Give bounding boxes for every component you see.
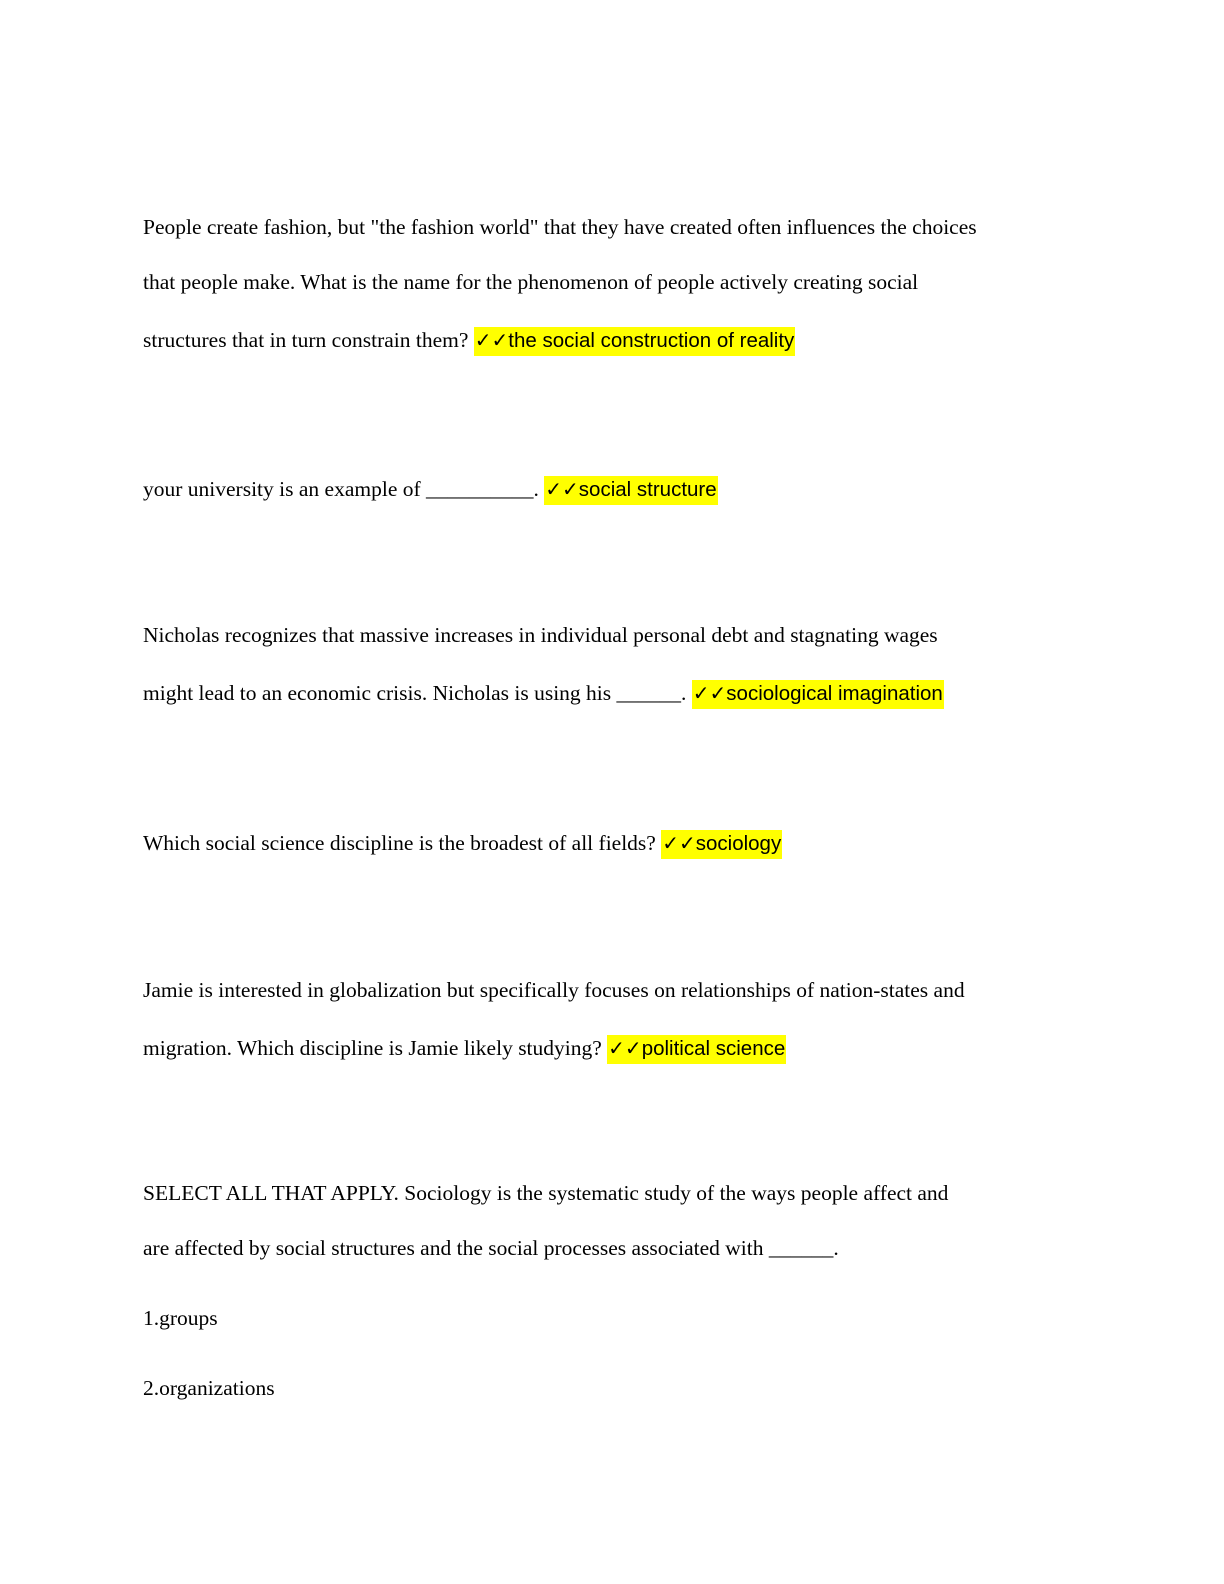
question-2-answer-highlight <box>544 476 717 505</box>
question-5-answer: political science <box>641 1037 786 1060</box>
question-4-answer: sociology <box>695 832 782 855</box>
question-6-line-2: are affected by social structures and the social processes associated with ______. <box>143 1236 839 1260</box>
question-2-line-1 <box>143 474 718 505</box>
question-5-answer-highlight <box>607 1035 786 1064</box>
question-5-text-end: migration. Which discipline is Jamie likely studying? <box>143 1036 608 1060</box>
double-check-icon: ✓✓ <box>474 328 509 352</box>
double-check-icon: ✓✓ <box>545 477 579 501</box>
question-3-answer-highlight <box>692 680 944 709</box>
double-check-icon: ✓✓ <box>608 1036 642 1060</box>
question-4-answer-highlight <box>661 830 782 859</box>
question-3-line-1: Nicholas recognizes that massive increases in individual personal debt and stagnating wages <box>143 623 938 647</box>
question-1-answer: the social construction of reality <box>508 329 795 352</box>
question-1-answer-highlight <box>474 327 796 356</box>
question-6-line-1: SELECT ALL THAT APPLY. Sociology is the systematic study of the ways people affect and <box>143 1181 949 1205</box>
question-2-answer: social structure <box>578 478 717 501</box>
question-3-answer: sociological imagination <box>726 682 943 705</box>
question-2-text: your university is an example of __________. <box>143 477 545 501</box>
question-1-line-3 <box>143 325 795 356</box>
question-1-line-2: that people make. What is the name for the phenomenon of people actively creating social <box>143 270 919 294</box>
question-1-text-end: structures that in turn constrain them? <box>143 328 474 352</box>
double-check-icon: ✓✓ <box>662 831 696 855</box>
question-5-line-2 <box>143 1033 786 1064</box>
question-6-option-2: 2.organizations <box>143 1376 275 1400</box>
question-5-line-1: Jamie is interested in globalization but specifically focuses on relationships of nation-states and <box>143 978 965 1002</box>
question-4-text: Which social science discipline is the broadest of all fields? <box>143 831 662 855</box>
question-1-line-1: People create fashion, but "the fashion world" that they have created often influences the choices <box>143 215 977 239</box>
double-check-icon: ✓✓ <box>692 681 727 705</box>
question-6-option-1: 1.groups <box>143 1306 218 1330</box>
question-4-line-1 <box>143 828 782 859</box>
question-3-text-end: might lead to an economic crisis. Nicholas is using his ______. <box>143 681 692 705</box>
question-3-line-2 <box>143 678 944 709</box>
